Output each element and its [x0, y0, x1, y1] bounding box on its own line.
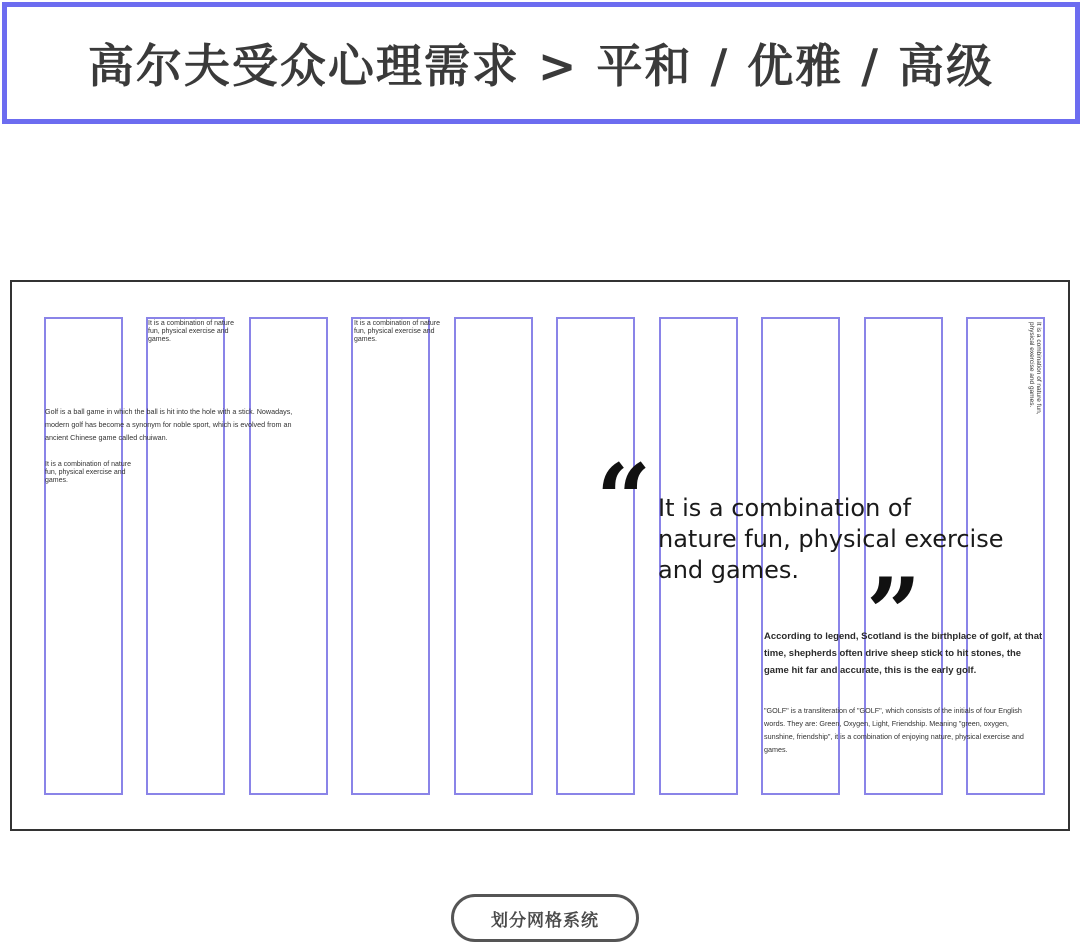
title-bar	[2, 2, 1080, 124]
pull-quote	[658, 493, 1003, 586]
combination-note: It is a combination of nature fun, physical exercise and games.	[354, 320, 440, 343]
combination-note: It is a combination of nature fun, physical exercise and games.	[148, 320, 234, 343]
pull-quote-line: nature fun, physical exercise	[658, 525, 1004, 553]
caption-pill: 划分网格系统	[451, 894, 639, 942]
golf-paragraph: "GOLF" is a transliteration of "GOLF", which consists of the initials of four English words. They are: Green, Oxygen, Light, Friendship. Meaning "green, oxygen, sunshine, friendship", it is a combination of enjoying nature, physical exercise and games.	[764, 706, 1024, 754]
combination-note: It is a combination of nature fun, physical exercise and games.	[45, 461, 131, 484]
grid-column	[44, 317, 123, 795]
legend-paragraph: According to legend, Scotland is the birthplace of golf, at that time, shepherds often drive sheep stick to hit stones, the game hit far and accurate, this is the early golf.	[764, 631, 1043, 676]
open-quote-icon: “	[596, 443, 652, 556]
grid-column	[454, 317, 533, 795]
grid-column	[146, 317, 225, 795]
intro-paragraph: Golf is a ball game in which the ball is hit into the hole with a stick. Nowadays, modern golf has become a synonym for noble sport, which is evolved from an ancient Chinese game called chuiwan.	[45, 407, 293, 442]
pull-quote-line: It is a combination of	[658, 494, 912, 522]
page-title: 高尔夫受众心理需求 > 平和 / 优雅 / 高级	[87, 39, 995, 93]
grid-column	[556, 317, 635, 795]
grid-column	[249, 317, 328, 795]
combination-note-vertical: It is a combination of nature fun, physical exercise and games.	[1028, 322, 1042, 415]
grid-column	[351, 317, 430, 795]
pull-quote-line: and games.	[658, 556, 799, 584]
close-quote-icon: ”	[866, 557, 922, 670]
